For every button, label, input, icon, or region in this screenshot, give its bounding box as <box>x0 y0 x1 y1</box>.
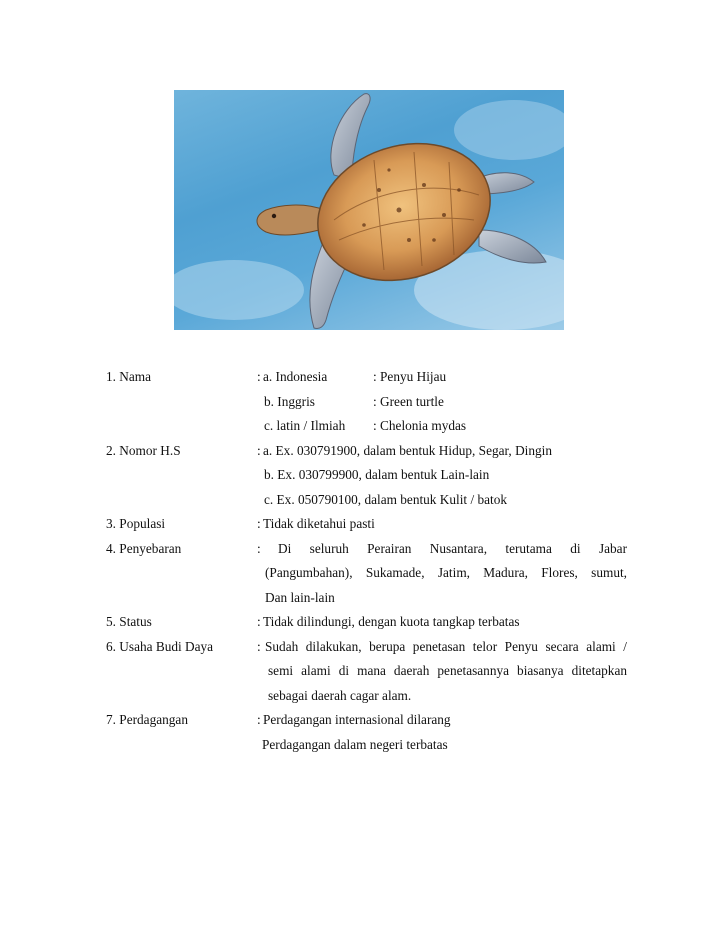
row-nomor-hs-c <box>0 488 728 512</box>
row-penyebaran-2 <box>0 561 728 585</box>
row-text-line: (Pangumbahan), Sukamade, Jatim, Madura, Flores, sumut, <box>265 565 627 580</box>
row-nomor-hs <box>0 439 728 463</box>
row-label: 3. Populasi <box>106 516 166 531</box>
row-text: Tidak dilindungi, dengan kuota tangkap terbatas <box>263 614 520 629</box>
row-label: 4. Penyebaran <box>106 541 182 556</box>
nama-inggris-value: : Green turtle <box>373 394 444 409</box>
row-label: 2. Nomor H.S <box>106 443 181 458</box>
row-text-line: Sudah dilakukan, berupa penetasan telor Penyu secara alami / <box>265 639 627 654</box>
row-nama <box>0 365 728 389</box>
row-colon: : <box>257 541 261 556</box>
row-status <box>0 610 728 634</box>
row-colon: : <box>257 516 261 531</box>
row-label: 1. Nama <box>106 369 152 384</box>
row-text: a. Ex. 030791900, dalam bentuk Hidup, Segar, Dingin <box>263 443 552 458</box>
row-penyebaran-3 <box>0 586 728 610</box>
row-perdagangan-2 <box>0 733 728 757</box>
row-usaha-budi-daya-3 <box>0 684 728 708</box>
nama-latin-key: c. latin / Ilmiah <box>264 418 346 433</box>
row-text: Tidak diketahui pasti <box>263 516 375 531</box>
row-colon: : <box>257 443 261 458</box>
row-populasi <box>0 512 728 536</box>
row-nama-latin <box>0 414 728 438</box>
row-text-line: semi alami di mana daerah penetasannya biasanya ditetapkan <box>268 663 627 678</box>
nama-inggris-key: b. Inggris <box>264 394 315 409</box>
row-text-line: Perdagangan dalam negeri terbatas <box>262 737 448 752</box>
row-label: 6. Usaha Budi Daya <box>106 639 214 654</box>
nama-latin-value: : Chelonia mydas <box>373 418 467 433</box>
row-colon: : <box>257 369 261 384</box>
row-label: 5. Status <box>106 614 152 629</box>
row-text-line: Perdagangan internasional dilarang <box>263 712 451 727</box>
row-usaha-budi-daya-2 <box>0 659 728 683</box>
row-text: c. Ex. 050790100, dalam bentuk Kulit / batok <box>264 492 507 507</box>
row-nomor-hs-b <box>0 463 728 487</box>
sea-turtle-image <box>174 90 564 330</box>
row-penyebaran <box>0 537 728 561</box>
row-label: 7. Perdagangan <box>106 712 188 727</box>
row-text-line: Di seluruh Perairan Nusantara, terutama di Jabar <box>278 541 627 556</box>
row-nama-inggris <box>0 390 728 414</box>
row-perdagangan <box>0 708 728 732</box>
sea-turtle-illustration <box>174 90 564 330</box>
row-text-line: sebagai daerah cagar alam. <box>268 688 412 703</box>
nama-indonesia-value: : Penyu Hijau <box>373 369 447 384</box>
row-text-line: Dan lain-lain <box>265 590 335 605</box>
row-colon: : <box>257 614 261 629</box>
row-colon: : <box>257 639 261 654</box>
row-colon: : <box>257 712 261 727</box>
row-text: b. Ex. 030799900, dalam bentuk Lain-lain <box>264 467 490 482</box>
row-usaha-budi-daya <box>0 635 728 659</box>
nama-indonesia-key: a. Indonesia <box>263 369 328 384</box>
